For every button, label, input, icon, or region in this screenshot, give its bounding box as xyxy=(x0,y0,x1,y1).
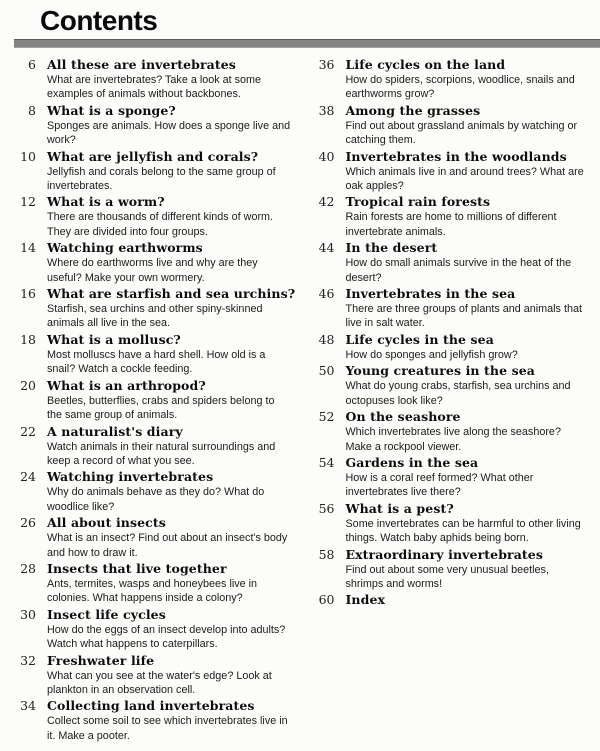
entry-description: How do spiders, scorpions, woodlice, snails and earthworms grow? xyxy=(345,74,575,101)
entry-page-number: 20 xyxy=(20,377,36,393)
entry-title: Among the grasses xyxy=(345,102,481,118)
entry-body xyxy=(345,363,589,408)
entry-body xyxy=(345,149,589,194)
entry-page-number: 34 xyxy=(20,698,36,714)
entry-title: What is a worm? xyxy=(47,194,165,210)
entry-body xyxy=(47,698,291,743)
entry-description: What are invertebrates? Take a look at some examples of animals without backbones. xyxy=(47,74,262,101)
entry-title: Watching invertebrates xyxy=(47,469,214,485)
entry-body xyxy=(47,103,291,148)
contents-entry xyxy=(312,194,600,239)
entry-body xyxy=(345,547,589,592)
entry-page-number: 6 xyxy=(28,57,36,72)
contents-column-right xyxy=(312,57,600,744)
contents-columns xyxy=(14,57,600,744)
entry-title: Watching earthworms xyxy=(47,240,203,256)
entry-description: Rain forests are home to millions of different invertebrate animals. xyxy=(345,211,557,238)
contents-entry xyxy=(14,653,303,698)
entry-description: Some invertebrates can be harmful to other living things. Watch baby aphids being born. xyxy=(345,517,581,545)
entry-title: All about insects xyxy=(47,515,166,531)
entry-title: Tropical rain forests xyxy=(345,194,491,210)
entry-title: Insects that live together xyxy=(47,560,227,576)
entry-description: Collect some soil to see which invertebrates live in it. Make a pooter. xyxy=(47,715,288,742)
entry-title: Collecting land invertebrates xyxy=(47,698,255,714)
entry-description: Find out about grassland animals by watching or catching them. xyxy=(345,119,578,147)
entry-body xyxy=(47,286,295,331)
entry-title: Invertebrates in the woodlands xyxy=(345,148,567,164)
contents-entry xyxy=(14,240,303,285)
entry-body xyxy=(345,103,589,148)
entry-page-number: 52 xyxy=(318,409,335,425)
entry-title: Gardens in the sea xyxy=(345,454,479,470)
title-rule xyxy=(14,39,600,48)
entry-title: All these are invertebrates xyxy=(47,57,236,72)
entry-description: Find out about some very unusual beetles, shrimps and worms! xyxy=(345,563,549,590)
contents-entry xyxy=(312,363,600,408)
contents-page xyxy=(0,6,600,744)
entry-page-number: 38 xyxy=(318,102,335,118)
entry-title: Young creatures in the sea xyxy=(345,363,536,379)
entry-body xyxy=(345,409,589,454)
contents-entry xyxy=(312,501,600,546)
entry-body xyxy=(47,149,291,194)
entry-page-number: 24 xyxy=(20,469,36,485)
entry-title: In the desert xyxy=(345,240,438,256)
entry-body xyxy=(345,57,589,102)
entry-body xyxy=(47,57,291,102)
entry-title: What are starfish and sea urchins? xyxy=(47,286,296,302)
contents-entry xyxy=(14,103,303,148)
entry-description: How do sponges and jellyfish grow? xyxy=(345,348,518,361)
entry-page-number: 48 xyxy=(318,331,335,347)
entry-description: Watch animals in their natural surroundings and keep a record of what you see. xyxy=(47,440,276,467)
entry-page-number: 40 xyxy=(318,148,335,164)
entry-page-number: 46 xyxy=(318,286,335,302)
contents-entry xyxy=(14,57,303,102)
contents-entry xyxy=(312,149,600,194)
contents-entry xyxy=(14,515,303,560)
entry-body xyxy=(47,469,291,514)
entry-description: There are thousands of different kinds of worm. They are divided into four groups. xyxy=(47,211,274,238)
entry-body xyxy=(47,424,291,469)
contents-entry xyxy=(312,240,600,285)
entry-body xyxy=(345,455,589,500)
entry-page-number: 56 xyxy=(318,500,335,516)
entry-body xyxy=(47,240,291,285)
entry-body xyxy=(47,194,291,239)
entry-page-number: 22 xyxy=(20,423,36,439)
contents-entry xyxy=(14,698,303,743)
entry-page-number: 30 xyxy=(20,606,36,622)
entry-description: Where do earthworms live and why are they useful? Make your own wormery. xyxy=(47,257,258,284)
entry-title: Life cycles in the sea xyxy=(345,331,494,347)
entry-body xyxy=(345,286,589,331)
entry-title: On the seashore xyxy=(345,409,461,425)
entry-title: What is an arthropod? xyxy=(47,377,206,393)
entry-body xyxy=(345,501,589,546)
entry-body xyxy=(47,561,291,606)
entry-title: What is a pest? xyxy=(345,500,454,516)
entry-description: Beetles, butterflies, crabs and spiders belong to the same group of animals. xyxy=(47,394,275,422)
entry-title: Invertebrates in the sea xyxy=(345,286,516,302)
entry-description: How do the eggs of an insect develop into adults? Watch what happens to caterpillars. xyxy=(47,623,286,651)
entry-title: What is a sponge? xyxy=(47,102,176,118)
entry-body xyxy=(345,332,517,362)
contents-entry xyxy=(312,592,600,608)
entry-description: What can you see at the water's edge? Look at plankton in an observation cell. xyxy=(47,669,272,696)
contents-entry xyxy=(14,378,303,423)
entry-description: Which invertebrates live along the seashore? Make a rockpool viewer. xyxy=(345,426,561,453)
entry-body xyxy=(47,607,291,652)
contents-entry xyxy=(14,332,303,377)
contents-entry xyxy=(312,547,600,592)
entry-page-number: 50 xyxy=(318,363,335,379)
entry-page-number: 42 xyxy=(318,194,335,210)
contents-column-left xyxy=(14,57,303,744)
contents-entry xyxy=(14,149,303,194)
contents-entry xyxy=(14,424,303,469)
entry-description: Jellyfish and corals belong to the same group of invertebrates. xyxy=(47,165,276,193)
entry-body xyxy=(47,332,291,377)
entry-description: There are three groups of plants and animals that live in salt water. xyxy=(345,303,582,330)
contents-entry xyxy=(14,286,303,331)
entry-page-number: 10 xyxy=(20,148,36,164)
entry-page-number: 60 xyxy=(318,592,335,608)
entry-page-number: 16 xyxy=(20,286,36,302)
entry-description: Most molluscs have a hard shell. How old is a snail? Watch a cockle feeding. xyxy=(47,348,266,376)
entry-body xyxy=(47,378,291,423)
entry-description: Ants, termites, wasps and honeybees live in colonies. What happens inside a colony? xyxy=(47,577,258,605)
entry-body xyxy=(47,515,291,560)
contents-entry xyxy=(14,469,303,514)
entry-description: How do small animals survive in the heat of the desert? xyxy=(345,257,572,284)
entry-page-number: 32 xyxy=(20,652,36,668)
entry-page-number: 36 xyxy=(318,57,335,72)
contents-entry xyxy=(312,286,600,331)
contents-entry xyxy=(14,561,303,606)
entry-description: Which animals live in and around trees? What are oak apples? xyxy=(345,165,584,193)
entry-page-number: 44 xyxy=(318,240,335,256)
entry-page-number: 12 xyxy=(20,194,36,210)
contents-entry xyxy=(14,194,303,239)
entry-page-number: 14 xyxy=(20,240,36,256)
contents-entry xyxy=(312,332,600,362)
entry-title: Freshwater life xyxy=(47,652,155,668)
contents-entry xyxy=(14,607,303,652)
entry-description: How is a coral reef formed? What other invertebrates live there? xyxy=(345,471,534,499)
entry-body xyxy=(345,592,385,608)
entry-title: Insect life cycles xyxy=(47,606,166,622)
contents-entry xyxy=(312,103,600,148)
entry-title: Life cycles on the land xyxy=(345,57,506,72)
entry-page-number: 58 xyxy=(318,546,335,562)
entry-title: A naturalist's diary xyxy=(47,423,183,439)
entry-description: What do young crabs, starfish, sea urchins and octopuses look like? xyxy=(345,380,571,407)
entry-body xyxy=(345,194,589,239)
entry-title: What is a mollusc? xyxy=(47,331,181,347)
entry-page-number: 26 xyxy=(20,515,36,531)
page-title: Contents xyxy=(40,5,158,36)
entry-page-number: 8 xyxy=(28,102,36,118)
entry-page-number: 28 xyxy=(20,560,36,576)
entry-body xyxy=(47,653,291,698)
contents-entry xyxy=(312,57,600,102)
entry-page-number: 54 xyxy=(318,454,335,470)
entry-description: What is an insect? Find out about an insect's body and how to draw it. xyxy=(47,532,288,559)
entry-title: Extraordinary invertebrates xyxy=(345,546,543,562)
entry-body xyxy=(345,240,589,285)
entry-title: What are jellyfish and corals? xyxy=(47,148,259,164)
entry-description: Sponges are animals. How does a sponge live and work? xyxy=(47,119,291,147)
entry-title: Index xyxy=(345,592,386,608)
entry-description: Why do animals behave as they do? What do woodlice like? xyxy=(47,486,265,513)
entry-description: Starfish, sea urchins and other spiny-skinned animals all live in the sea. xyxy=(47,303,263,330)
contents-entry xyxy=(312,409,600,454)
contents-entry xyxy=(312,455,600,500)
entry-page-number: 18 xyxy=(20,331,36,347)
